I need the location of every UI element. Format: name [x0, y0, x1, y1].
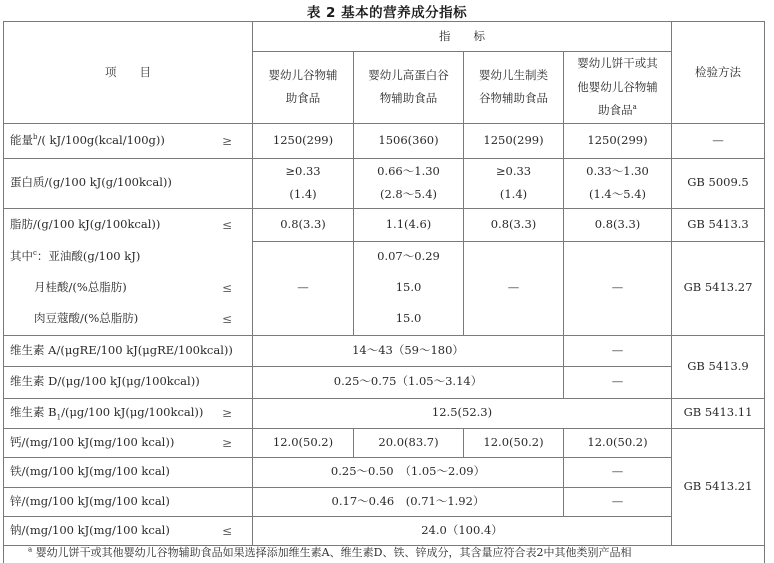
zinc-label: 锌/(mg/100 kJ(mg/100 kcal)	[4, 487, 253, 516]
fatty-acid-col4: —	[564, 241, 672, 335]
myristic-cmp: ≤	[221, 312, 232, 327]
protein-value-line2: (1.4～5.4)	[588, 187, 647, 202]
vit-d-col4: —	[564, 366, 672, 398]
linoleic-label: ：亚油酸(g/100 kJ)	[36, 249, 141, 264]
vit-b1-value: 12.5(52.3)	[253, 398, 672, 428]
footnote-text: 婴幼儿饼干或其他婴幼儿谷物辅助食品如果选择添加维生素A、维生素D、铁、锌成分，其含量应符合表2中其他类别产品相	[32, 545, 632, 559]
myristic-value: 15.0	[395, 311, 422, 326]
header-method: 检验方法	[672, 22, 765, 124]
vit-a-label: 维生素 A/(μgRE/100 kJ(μgRE/100kcal))	[4, 335, 253, 366]
zinc-value: 0.17～0.46 (0.71～1.92）	[253, 487, 564, 516]
header-item: 项 目	[4, 22, 253, 124]
header-col-raw-text: 婴幼儿生制类谷物辅助食品	[479, 67, 548, 106]
calcium-value: 12.0(50.2)	[464, 428, 564, 457]
row-fat	[4, 208, 765, 241]
fat-label-cell	[4, 208, 253, 335]
protein-value-line2: (1.4)	[289, 187, 317, 202]
energy-unit: /( kJ/100g(kcal/100g))	[37, 132, 165, 147]
header-col-cereal	[253, 52, 354, 124]
energy-method: —	[672, 123, 765, 158]
vit-b1-cmp: ≥	[221, 406, 232, 421]
iron-col4: —	[564, 457, 672, 487]
header-col-high-protein	[354, 52, 464, 124]
row-calcium	[4, 428, 765, 457]
header-col-biscuit-text: 婴幼儿饼干或其他婴幼儿谷物辅助食品	[577, 56, 658, 118]
fatty-acid-method: GB 5413.27	[672, 241, 765, 335]
iron-label: 铁/(mg/100 kJ(mg/100 kcal)	[4, 457, 253, 487]
protein-value-line2: (2.8～5.4)	[379, 187, 438, 202]
protein-method: GB 5009.5	[672, 158, 765, 208]
header-col-biscuit	[564, 52, 672, 124]
protein-value	[564, 158, 672, 208]
protein-value	[253, 158, 354, 208]
calcium-value: 12.0(50.2)	[564, 428, 672, 457]
linoleic-value: 0.07～0.29	[377, 249, 440, 264]
fat-value: 0.8(3.3)	[253, 208, 354, 241]
fat-value: 0.8(3.3)	[464, 208, 564, 241]
row-vitamin-b1	[4, 398, 765, 428]
fat-value: 0.8(3.3)	[564, 208, 672, 241]
vit-b1-method: GB 5413.11	[672, 398, 765, 428]
fat-cmp: ≤	[221, 218, 232, 233]
header-row-1	[4, 22, 765, 52]
vit-b1-label-cell	[4, 398, 253, 428]
zinc-col4: —	[564, 487, 672, 516]
protein-value-line1: 0.66～1.30	[377, 163, 440, 178]
energy-value: 1506(360)	[354, 123, 464, 158]
fatty-acid-col3: —	[464, 241, 564, 335]
fatty-acid-prefix: 其中	[10, 249, 33, 264]
header-col-biscuit-wrap	[564, 52, 671, 123]
calcium-label: 钙/(mg/100 kJ(mg/100 kcal))	[10, 434, 175, 449]
protein-value	[464, 158, 564, 208]
footnote-mark-b: b	[33, 133, 38, 142]
vit-d-label: 维生素 D/(μg/100 kJ(μg/100kcal))	[4, 366, 253, 398]
sodium-cmp: ≤	[221, 523, 232, 538]
vit-a-col4: —	[564, 335, 672, 366]
energy-value: 1250(299)	[253, 123, 354, 158]
vit-d-value: 0.25～0.75（1.05～3.14）	[253, 366, 564, 398]
protein-label: 蛋白质/(g/100 kJ(g/100kcal))	[4, 158, 253, 208]
header-col-raw	[464, 52, 564, 124]
lauric-value: 15.0	[395, 280, 422, 295]
row-vitamin-a	[4, 335, 765, 366]
table-title: 表 2 基本的营养成分指标	[306, 5, 468, 21]
row-footnote	[4, 545, 765, 563]
myristic-label: 肉豆蔻酸/(%总脂肪)	[34, 311, 139, 326]
footnote-mark-a: a	[632, 103, 637, 112]
row-zinc	[4, 487, 765, 516]
header-indicator: 指 标	[253, 22, 672, 52]
nutrition-table	[3, 21, 765, 563]
lauric-cmp: ≤	[221, 281, 232, 296]
vit-a-value: 14～43（59～180）	[253, 335, 564, 366]
protein-value-line1: ≥0.33	[285, 163, 321, 178]
fat-label: 脂肪/(g/100 kJ(g/100kcal))	[10, 217, 161, 232]
sodium-label-cell	[4, 516, 253, 545]
fatty-acid-col2	[354, 241, 464, 335]
vit-ad-method: GB 5413.9	[672, 335, 765, 398]
minerals-method: GB 5413.21	[672, 428, 765, 545]
fatty-acid-col1: —	[253, 241, 354, 335]
fat-value: 1.1(4.6)	[354, 208, 464, 241]
protein-value-line2: (1.4)	[499, 187, 528, 202]
header-col-cereal-text: 婴幼儿谷物辅助食品	[268, 67, 338, 106]
protein-value-line1: 0.33～1.30	[586, 163, 649, 178]
footnote-mark-c: c	[33, 249, 37, 258]
protein-value	[354, 158, 464, 208]
energy-label-cell	[4, 123, 253, 158]
energy-cmp: ≥	[221, 133, 232, 148]
row-energy	[4, 123, 765, 158]
row-iron	[4, 457, 765, 487]
vit-b1-label-post: /(μg/100 kJ(μg/100kcal))	[61, 405, 204, 420]
energy-value: 1250(299)	[464, 123, 564, 158]
vit-b1-sub: 1	[56, 413, 62, 422]
protein-value-line1: ≥0.33	[495, 163, 532, 178]
calcium-cmp: ≥	[221, 435, 232, 450]
header-col-high-protein-text: 婴幼儿高蛋白谷物辅助食品	[368, 67, 449, 106]
lauric-label: 月桂酸/(%总脂肪)	[34, 280, 127, 295]
row-vitamin-d	[4, 366, 765, 398]
sodium-label: 钠/(mg/100 kJ(mg/100 kcal)	[10, 522, 170, 537]
iron-value: 0.25～0.50 （1.05～2.09）	[253, 457, 564, 487]
energy-label: 能量	[10, 132, 33, 147]
sodium-value: 24.0（100.4）	[253, 516, 672, 545]
row-protein	[4, 158, 765, 208]
vit-b1-label-pre: 维生素 B	[10, 405, 57, 420]
fat-method: GB 5413.3	[672, 208, 765, 241]
energy-value: 1250(299)	[564, 123, 672, 158]
row-sodium	[4, 516, 765, 545]
calcium-value: 12.0(50.2)	[253, 428, 354, 457]
calcium-label-cell	[4, 428, 253, 457]
footnote-sup: a	[28, 545, 33, 554]
footnote-cell	[4, 545, 765, 563]
calcium-value: 20.0(83.7)	[354, 428, 464, 457]
